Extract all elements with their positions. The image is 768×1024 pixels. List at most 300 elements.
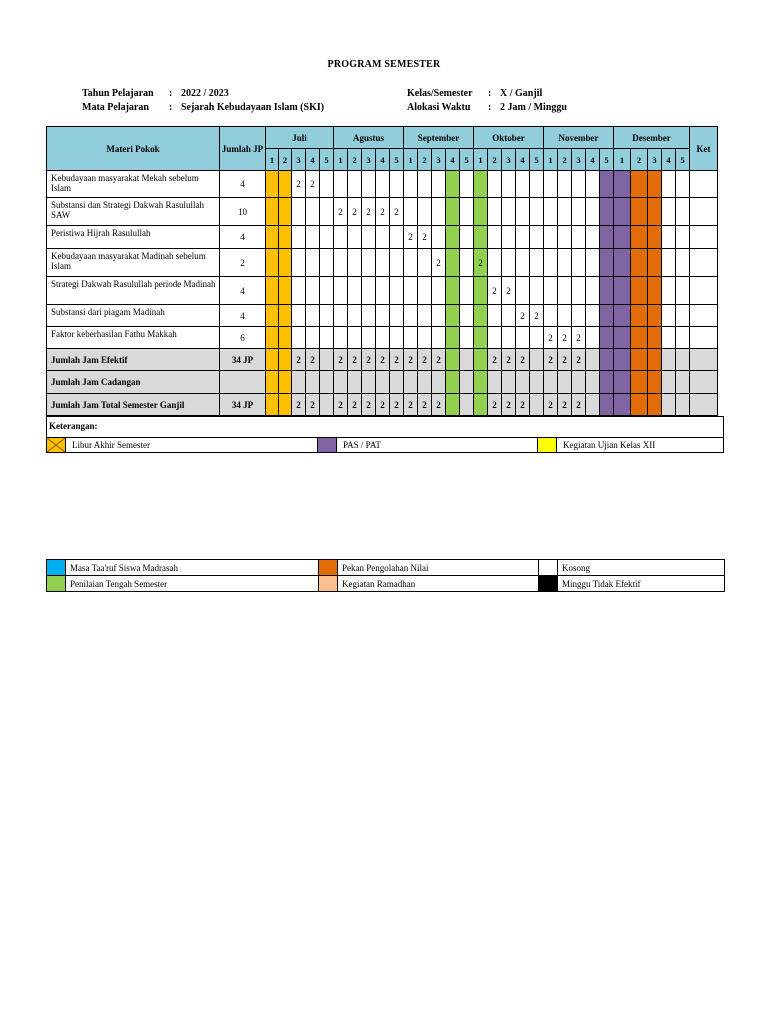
materi-cell: Faktor keberhasilan Fathu Makkah (47, 327, 220, 349)
materi-cell: Substansi dari piagam Madinah (47, 305, 220, 327)
jumlah-jp-cell: 4 (220, 171, 266, 198)
week-cell (362, 249, 376, 277)
week-cell (446, 171, 460, 198)
legend-label: Libur Akhir Semester (72, 440, 150, 450)
week-cell (432, 305, 446, 327)
header-week: 2 (558, 149, 572, 171)
week-cell (390, 249, 404, 277)
week-cell (648, 349, 662, 371)
week-cell (446, 349, 460, 371)
week-cell (676, 327, 690, 349)
header-week: 3 (432, 149, 446, 171)
orange-swatch (319, 560, 338, 576)
legend-label: Kegiatan Ramadhan (338, 576, 539, 592)
week-cell (390, 171, 404, 198)
week-cell (376, 226, 390, 249)
week-cell (320, 277, 334, 305)
black-swatch (539, 576, 558, 592)
ket-cell (690, 171, 718, 198)
week-cell (600, 349, 614, 371)
week-cell (676, 198, 690, 226)
week-cell (530, 394, 544, 416)
header-week: 1 (544, 149, 558, 171)
legend-kegiatan-ujian (538, 437, 724, 453)
week-cell (544, 198, 558, 226)
week-cell (530, 198, 544, 226)
week-cell (432, 371, 446, 394)
week-cell (544, 305, 558, 327)
header-month-desember: Desember (614, 127, 690, 149)
week-cell (488, 198, 502, 226)
tahun-value: 2022 / 2023 (181, 88, 229, 99)
week-cell (362, 277, 376, 305)
legend-row (47, 560, 725, 576)
jumlah-jp-cell: 34 JP (220, 394, 266, 416)
materi-cell: Substansi dan Strategi Dakwah Rasulullah SAW (47, 198, 220, 226)
page-title: PROGRAM SEMESTER (327, 59, 441, 70)
table-row (47, 249, 718, 277)
week-cell (348, 171, 362, 198)
week-cell (586, 226, 600, 249)
summary-row (47, 394, 718, 416)
week-cell (446, 394, 460, 416)
week-cell (474, 371, 488, 394)
blue-swatch (47, 560, 66, 576)
week-cell (460, 327, 474, 349)
week-cell (662, 198, 676, 226)
week-cell (390, 371, 404, 394)
colon: : (488, 102, 492, 113)
peach-swatch (319, 576, 338, 592)
week-cell (376, 305, 390, 327)
week-cell: 2 (404, 226, 418, 249)
jumlah-jp-cell: 2 (220, 249, 266, 277)
week-cell (474, 226, 488, 249)
week-cell (586, 371, 600, 394)
legend-pas-pat (318, 437, 538, 453)
week-cell (586, 277, 600, 305)
week-cell (502, 305, 516, 327)
week-cell (530, 327, 544, 349)
materi-cell: Strategi Dakwah Rasulullah periode Madinah (47, 277, 220, 305)
week-cell (558, 249, 572, 277)
alokasi-value: 2 Jam / Minggu (500, 102, 567, 113)
week-cell (662, 171, 676, 198)
legend-libur-akhir-semester (46, 437, 318, 453)
week-cell (266, 349, 279, 371)
colon: : (488, 88, 492, 99)
header-week: 3 (502, 149, 516, 171)
week-cell (662, 277, 676, 305)
week-cell (662, 349, 676, 371)
week-cell (502, 171, 516, 198)
week-cell (558, 198, 572, 226)
week-cell (586, 198, 600, 226)
week-cell (306, 305, 320, 327)
week-cell: 2 (544, 349, 558, 371)
week-cell: 2 (306, 349, 320, 371)
week-cell (404, 371, 418, 394)
week-cell (390, 277, 404, 305)
legend-label: Penilaian Tengah Semester (66, 576, 319, 592)
week-cell (320, 349, 334, 371)
week-cell: 2 (390, 349, 404, 371)
week-cell: 2 (432, 394, 446, 416)
week-cell: 2 (572, 349, 586, 371)
week-cell (530, 349, 544, 371)
week-cell: 2 (516, 349, 530, 371)
week-cell (600, 277, 614, 305)
header-week: 4 (586, 149, 600, 171)
week-cell (306, 249, 320, 277)
week-cell (292, 371, 306, 394)
ket-cell (690, 394, 718, 416)
week-cell: 2 (558, 349, 572, 371)
week-cell (676, 226, 690, 249)
week-cell (362, 371, 376, 394)
week-cell (488, 226, 502, 249)
yellow-swatch (538, 438, 557, 452)
week-cell (586, 171, 600, 198)
week-cell (648, 305, 662, 327)
summary-row (47, 371, 718, 394)
week-cell (648, 327, 662, 349)
week-cell: 2 (474, 249, 488, 277)
week-cell (474, 305, 488, 327)
week-cell (474, 198, 488, 226)
week-cell (662, 327, 676, 349)
week-cell (334, 249, 348, 277)
header-month-juli: Juli (266, 127, 334, 149)
week-cell (558, 171, 572, 198)
week-cell (614, 198, 631, 226)
week-cell (266, 327, 279, 349)
week-cell (572, 171, 586, 198)
keterangan-title: Keterangan: (49, 421, 98, 431)
header-week: 1 (404, 149, 418, 171)
week-cell (306, 327, 320, 349)
week-cell (614, 349, 631, 371)
week-cell (334, 226, 348, 249)
week-cell (348, 305, 362, 327)
week-cell (572, 249, 586, 277)
week-cell (662, 249, 676, 277)
week-cell (306, 371, 320, 394)
week-cell (488, 249, 502, 277)
summary-row (47, 349, 718, 371)
jumlah-jp-cell: 4 (220, 305, 266, 327)
header-week: 2 (418, 149, 432, 171)
week-cell: 2 (558, 394, 572, 416)
jumlah-jp-cell: 6 (220, 327, 266, 349)
week-cell (334, 305, 348, 327)
jumlah-jp-cell: 10 (220, 198, 266, 226)
ket-cell (690, 371, 718, 394)
week-cell: 2 (404, 394, 418, 416)
week-cell (376, 249, 390, 277)
header-week: 5 (320, 149, 334, 171)
week-cell: 2 (376, 349, 390, 371)
week-cell (292, 226, 306, 249)
week-cell (614, 394, 631, 416)
week-cell (334, 171, 348, 198)
jumlah-jp-cell: 4 (220, 277, 266, 305)
week-cell (404, 327, 418, 349)
week-cell (474, 277, 488, 305)
kelas-value: X / Ganjil (500, 88, 543, 99)
week-cell (502, 327, 516, 349)
week-cell (676, 349, 690, 371)
header-week: 5 (676, 149, 690, 171)
header-row-months (47, 127, 718, 149)
week-cell (320, 171, 334, 198)
materi-cell: Peristiwa Hijrah Rasulullah (47, 226, 220, 249)
week-cell (404, 277, 418, 305)
week-cell (676, 277, 690, 305)
week-cell (572, 277, 586, 305)
week-cell (460, 249, 474, 277)
week-cell (516, 171, 530, 198)
week-cell (446, 226, 460, 249)
week-cell (474, 171, 488, 198)
week-cell (460, 305, 474, 327)
white-swatch (539, 560, 558, 576)
week-cell (530, 226, 544, 249)
week-cell (446, 249, 460, 277)
week-cell (266, 226, 279, 249)
week-cell (530, 277, 544, 305)
week-cell (558, 277, 572, 305)
alokasi-label: Alokasi Waktu (407, 102, 471, 113)
materi-cell: Kebudayaan masyarakat Madinah sebelum Islam (47, 249, 220, 277)
keterangan-legend (46, 437, 724, 453)
week-cell (348, 226, 362, 249)
week-cell (631, 277, 648, 305)
week-cell (516, 277, 530, 305)
week-cell (544, 171, 558, 198)
week-cell (279, 394, 292, 416)
week-cell (362, 305, 376, 327)
week-cell (631, 327, 648, 349)
header-month-november: November (544, 127, 614, 149)
week-cell (432, 171, 446, 198)
week-cell (432, 277, 446, 305)
week-cell (404, 171, 418, 198)
week-cell (446, 277, 460, 305)
week-cell (460, 394, 474, 416)
week-cell (376, 171, 390, 198)
week-cell (614, 305, 631, 327)
week-cell: 2 (334, 349, 348, 371)
table-row (47, 226, 718, 249)
week-cell (266, 171, 279, 198)
week-cell (516, 249, 530, 277)
header-week: 3 (292, 149, 306, 171)
ket-cell (690, 226, 718, 249)
week-cell (460, 371, 474, 394)
green-swatch (47, 576, 66, 592)
week-cell (544, 371, 558, 394)
week-cell (432, 198, 446, 226)
week-cell: 2 (572, 394, 586, 416)
materi-cell: Jumlah Jam Cadangan (47, 371, 220, 394)
week-cell (488, 171, 502, 198)
week-cell (348, 249, 362, 277)
week-cell (614, 327, 631, 349)
week-cell (614, 249, 631, 277)
week-cell (292, 249, 306, 277)
week-cell (676, 171, 690, 198)
header-week: 1 (334, 149, 348, 171)
header-week: 3 (572, 149, 586, 171)
week-cell (586, 349, 600, 371)
week-cell (631, 198, 648, 226)
week-cell (488, 305, 502, 327)
week-cell (530, 171, 544, 198)
week-cell (614, 171, 631, 198)
week-cell (390, 226, 404, 249)
legend-row (47, 576, 725, 592)
week-cell (572, 198, 586, 226)
week-cell (418, 327, 432, 349)
week-cell (631, 171, 648, 198)
week-cell (279, 198, 292, 226)
week-cell: 2 (292, 349, 306, 371)
week-cell: 2 (390, 394, 404, 416)
week-cell: 2 (516, 394, 530, 416)
week-cell (631, 226, 648, 249)
week-cell (362, 171, 376, 198)
header-week: 5 (600, 149, 614, 171)
week-cell (648, 226, 662, 249)
week-cell (446, 371, 460, 394)
legend-label: Pekan Pengolahan Nilai (338, 560, 539, 576)
week-cell: 2 (572, 327, 586, 349)
header-ket: Ket (690, 127, 718, 171)
week-cell (279, 171, 292, 198)
week-cell: 2 (376, 394, 390, 416)
week-cell (648, 249, 662, 277)
week-cell (362, 226, 376, 249)
week-cell (376, 277, 390, 305)
week-cell (279, 305, 292, 327)
week-cell: 2 (502, 394, 516, 416)
week-cell (460, 198, 474, 226)
header-week: 4 (306, 149, 320, 171)
ket-cell (690, 249, 718, 277)
week-cell (676, 305, 690, 327)
week-cell (279, 249, 292, 277)
week-cell (586, 305, 600, 327)
week-cell (460, 349, 474, 371)
jumlah-jp-cell (220, 371, 266, 394)
week-cell (279, 349, 292, 371)
tahun-label: Tahun Pelajaran (82, 88, 154, 99)
legend-label: Kegiatan Ujian Kelas XII (563, 440, 656, 450)
week-cell (648, 277, 662, 305)
week-cell (662, 226, 676, 249)
header-week: 1 (266, 149, 279, 171)
week-cell (390, 305, 404, 327)
week-cell: 2 (432, 349, 446, 371)
week-cell (600, 305, 614, 327)
week-cell (572, 226, 586, 249)
week-cell (488, 371, 502, 394)
week-cell (648, 198, 662, 226)
week-cell (279, 277, 292, 305)
week-cell (502, 226, 516, 249)
week-cell (544, 249, 558, 277)
week-cell (676, 249, 690, 277)
header-week: 2 (488, 149, 502, 171)
week-cell (362, 327, 376, 349)
week-cell (600, 327, 614, 349)
week-cell (432, 327, 446, 349)
header-week: 4 (446, 149, 460, 171)
header-jumlah-jp: Jumlah JP (220, 127, 266, 171)
week-cell: 2 (516, 305, 530, 327)
week-cell: 2 (488, 394, 502, 416)
week-cell: 2 (362, 394, 376, 416)
week-cell (530, 371, 544, 394)
week-cell (266, 371, 279, 394)
week-cell: 2 (544, 327, 558, 349)
week-cell (306, 226, 320, 249)
week-cell (266, 198, 279, 226)
week-cell (334, 327, 348, 349)
week-cell: 2 (502, 349, 516, 371)
week-cell: 2 (292, 394, 306, 416)
week-cell (614, 371, 631, 394)
week-cell (662, 305, 676, 327)
colon: : (169, 88, 173, 99)
week-cell (530, 249, 544, 277)
week-cell: 2 (404, 349, 418, 371)
week-cell (279, 226, 292, 249)
week-cell (334, 277, 348, 305)
week-cell (648, 171, 662, 198)
week-cell (558, 371, 572, 394)
materi-cell: Jumlah Jam Total Semester Ganjil (47, 394, 220, 416)
week-cell: 2 (348, 198, 362, 226)
week-cell (404, 249, 418, 277)
week-cell (676, 394, 690, 416)
week-cell (320, 371, 334, 394)
week-cell (306, 198, 320, 226)
week-cell: 2 (502, 277, 516, 305)
week-cell (631, 349, 648, 371)
week-cell: 2 (292, 171, 306, 198)
header-week: 1 (474, 149, 488, 171)
week-cell (292, 327, 306, 349)
week-cell (600, 249, 614, 277)
week-cell (292, 277, 306, 305)
week-cell (586, 249, 600, 277)
week-cell (614, 277, 631, 305)
header-week: 4 (376, 149, 390, 171)
materi-cell: Kebudayaan masyarakat Mekah sebelum Islam (47, 171, 220, 198)
week-cell (418, 277, 432, 305)
week-cell (631, 371, 648, 394)
week-cell (292, 198, 306, 226)
header-week: 3 (362, 149, 376, 171)
header-week: 5 (390, 149, 404, 171)
week-cell (446, 327, 460, 349)
week-cell (600, 226, 614, 249)
week-cell (600, 198, 614, 226)
week-cell: 2 (348, 349, 362, 371)
week-cell (279, 371, 292, 394)
